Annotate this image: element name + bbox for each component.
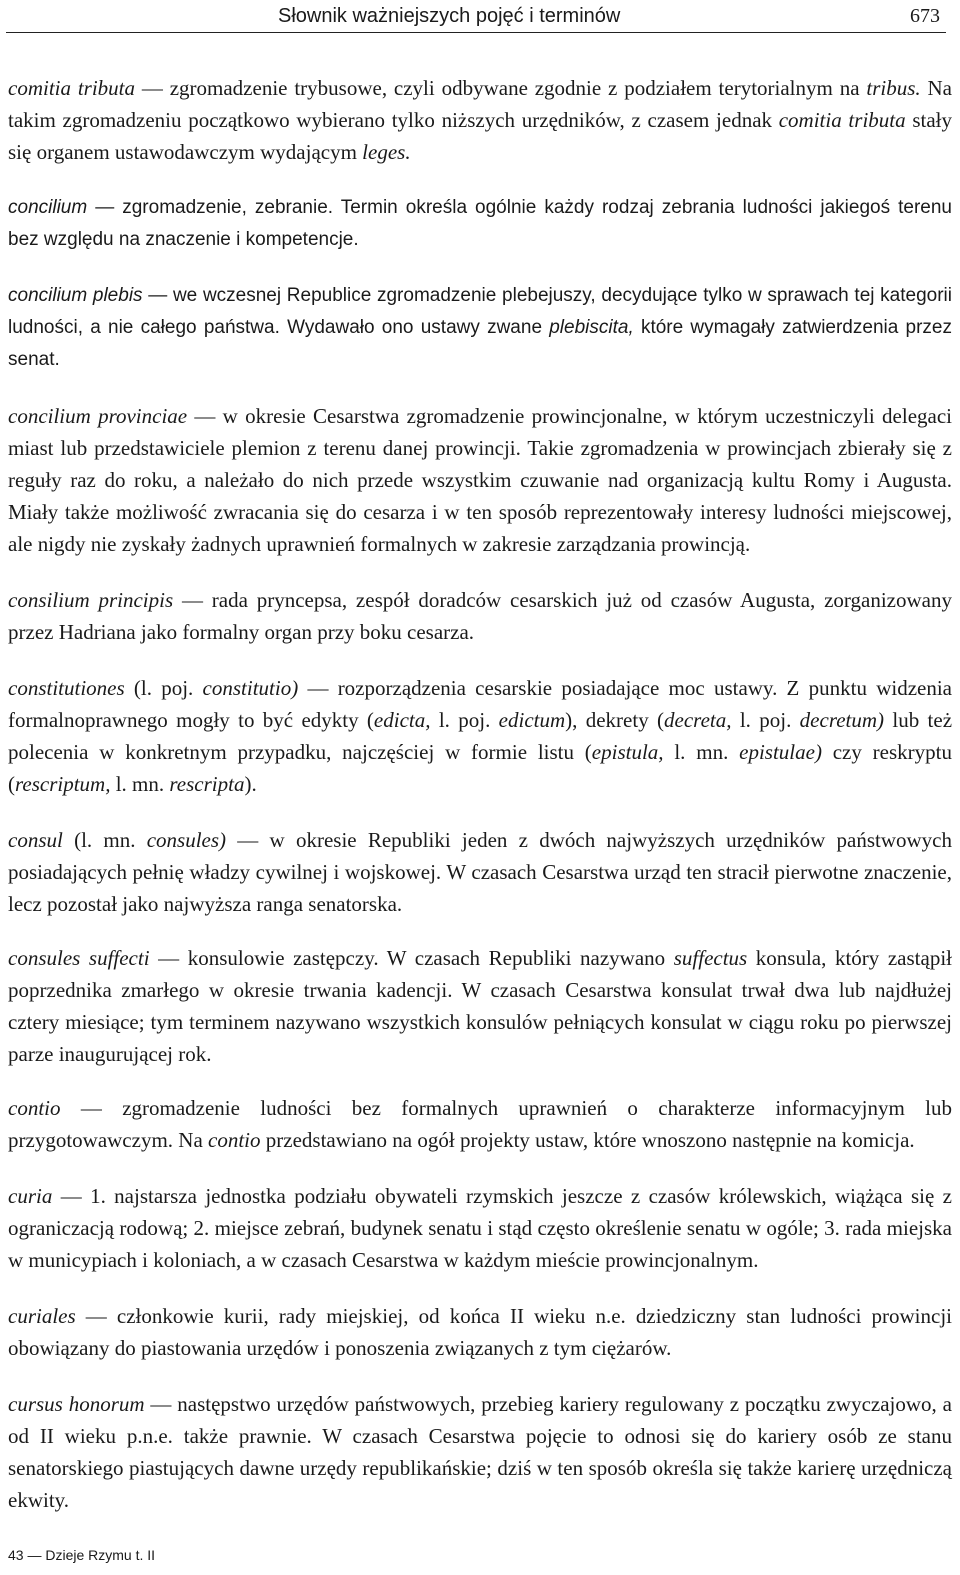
entry-text: czy reskryptu ( <box>8 740 952 796</box>
page-number: 673 <box>910 5 940 27</box>
entry-term-italic: cursus honorum <box>8 1392 145 1416</box>
entry-text: — 1. najstarsza jednostka podziału obywateli rzymskich jeszcze z czasów królewskich, wiążąca się z ograniczacją rodową; 2. miejsce zebrań, budynek senatu i stąd często określenie senatu w ogóle; 3. rada miejska w municypiach i koloniach, a w czasach Cesarstwa w każdym mieście prowincjonalnym. <box>8 1184 952 1272</box>
entry-consul <box>8 824 952 920</box>
entry-cursus-honorum <box>8 1388 952 1516</box>
entry-term-italic: concilium provinciae <box>8 404 188 428</box>
entry-text: — w okresie Cesarstwa zgromadzenie prowincjonalne, w którym uczestniczyli delegaci miast lub przedstawiciele plemion z terenu danej prowincji. Takie zgromadzenia w prowincjach zbierały się z reguły raz do roku, a należało do nich przede wszystkim czuwanie nad organizacją kultu Romy i Augusta. Miały także możliwość zwracania się do cesarza i w ten sposób reprezentowały interesy ludności miejscowej, ale nigdy nie zyskały żadnych uprawnień formalnych w zakresie zarządzania prowincją. <box>8 404 952 556</box>
entry-term-italic: decreta, <box>664 708 732 732</box>
entry-text: (l. poj. <box>124 676 203 700</box>
entry-term-italic: constitutio) <box>202 676 299 700</box>
entry-term-italic: consilium principis <box>8 588 174 612</box>
entry-text: przedstawiano na ogół projekty ustaw, które wnoszono następnie na komicja. <box>260 1128 915 1152</box>
entry-concilium-plebis <box>8 280 952 376</box>
entry-text: lub też polecenia w konkretnym przypadku, najczęściej w formie listu ( <box>8 708 953 764</box>
entry-text: — zgromadzenie trybusowe, czyli odbywane zgodnie z podziałem terytorialnym na <box>135 76 867 100</box>
running-title: Słownik ważniejszych pojęć i terminów <box>278 5 621 27</box>
entry-text: l. mn. <box>110 772 170 796</box>
entry-contio <box>8 1092 952 1156</box>
entry-text: — zgromadzenie ludności bez formalnych uprawnień o charakterze informacyjnym lub przygotowawczym. Na <box>8 1096 952 1152</box>
entry-curiales <box>8 1300 952 1364</box>
entry-term-italic: tribus. <box>866 76 921 100</box>
entry-term-italic: edictum <box>498 708 566 732</box>
entry-term-italic: comitia tributa <box>778 108 906 132</box>
entry-text: l. poj. <box>731 708 800 732</box>
entry-term-italic: consules suffecti <box>8 946 150 970</box>
entry-text: — następstwo urzędów państwowych, przebieg kariery regulowany z początku zwyczajowo, a od II wieku p.n.e. także prawnie. W czasach Cesarstwa pojęcie to odnosi się do kariery osób ze stanu senatorskiego piastujących dawne urzędy republikańskie; dziś w ten sposób określa się także karierę urzędniczą ekwity. <box>8 1392 952 1512</box>
entry-term-italic: consules) <box>146 828 227 852</box>
glossary-entries <box>8 72 952 1540</box>
entry-term-italic: leges. <box>362 140 411 164</box>
entry-text: ). <box>244 772 257 796</box>
entry-term-italic: comitia tributa <box>8 76 136 100</box>
entry-consules <box>8 942 952 1070</box>
entry-text: l. mn. <box>663 740 740 764</box>
entry-text: które wymagały zatwierdzenia przez senat. <box>8 317 952 370</box>
entry-term-italic: rescriptum, <box>15 772 111 796</box>
entry-constitutiones <box>8 672 952 800</box>
entry-concilium-provinciae <box>8 400 952 560</box>
entry-term-italic: curiales <box>8 1304 76 1328</box>
entry-text: — rada pryncepsa, zespół doradców cesarskich już od czasów Augusta, zorganizowany przez Hadriana jako formalny organ przy boku cesarza. <box>8 588 952 644</box>
entry-term-italic: concilium <box>8 197 88 218</box>
entry-term-italic: constitutiones <box>8 676 125 700</box>
entry-text: l. poj. <box>430 708 499 732</box>
entry-text: — w okresie Republiki jeden z dwóch najwyższych urzędników państwowych posiadających pełnię władzy cywilnej i wojskowej. W czasach Cesarstwa urząd ten stracił pierwotne znaczenie, lecz pozostał jako najwyższa ranga senatorska. <box>8 828 952 916</box>
entry-term-italic: epistulae) <box>739 740 822 764</box>
entry-text: — rozporządzenia cesarskie posiadające moc ustawy. Z punktu widzenia formalnoprawnego mogły to być edykty ( <box>8 676 952 732</box>
running-header <box>6 0 946 33</box>
entry-term-italic: contio <box>208 1128 261 1152</box>
entry-text: — konsulowie zastępczy. W czasach Republiki nazywano <box>149 946 674 970</box>
entry-curia <box>8 1180 952 1276</box>
entry-consilium-principis <box>8 584 952 648</box>
entry-term-italic: consul <box>8 828 63 852</box>
entry-term-italic: concilium plebis <box>8 285 143 306</box>
entry-term-italic: epistula, <box>591 740 664 764</box>
entry-text: (l. mn. <box>62 828 147 852</box>
entry-comitia-tributa <box>8 72 952 168</box>
entry-text: — zgromadzenie, zebranie. Termin określa ogólnie każdy rodzaj zebrania ludności jakiegoś terenu bez względu na znaczenie i kompetencje. <box>8 197 952 250</box>
entry-text: konsula, który zastąpił poprzednika zmarłego w okresie trwania kadencji. W czasach Cesarstwa konsulat trwał dwa lub najdłużej cztery miesiące; tym terminem nazywano wszystkich konsulów pełniących konsulat w ciągu roku po pierwszej parze inaugurującej rok. <box>8 946 952 1066</box>
entry-term-italic: plebiscita, <box>549 317 634 338</box>
entry-concilium <box>8 192 952 256</box>
signature-mark: 43 — Dzieje Rzymu t. II <box>8 1547 156 1563</box>
entry-term-italic: decretum) <box>799 708 885 732</box>
entry-term-italic: curia <box>8 1184 53 1208</box>
entry-text: — członkowie kurii, rady miejskiej, od końca II wieku n.e. dziedziczny stan ludności prowincji obowiązany do piastowania urzędów i ponoszenia związanych z tym ciężarów. <box>8 1304 952 1360</box>
entry-text: stały się organem ustawodawczym wydającym <box>8 108 952 164</box>
entry-term-italic: contio <box>8 1096 61 1120</box>
entry-term-italic: rescripta <box>169 772 245 796</box>
entry-text: Na takim zgromadzeniu początkowo wybierano tylko niższych urzędników, z czasem jednak <box>8 76 952 132</box>
entry-term-italic: suffectus <box>673 946 748 970</box>
entry-text: ), dekrety ( <box>565 708 665 732</box>
entry-text: — we wczesnej Republice zgromadzenie plebejuszy, decydujące tylko w sprawach tej kategorii ludności, a nie całego państwa. Wydawało ono ustawy zwane <box>8 285 952 338</box>
entry-term-italic: edicta, <box>373 708 431 732</box>
